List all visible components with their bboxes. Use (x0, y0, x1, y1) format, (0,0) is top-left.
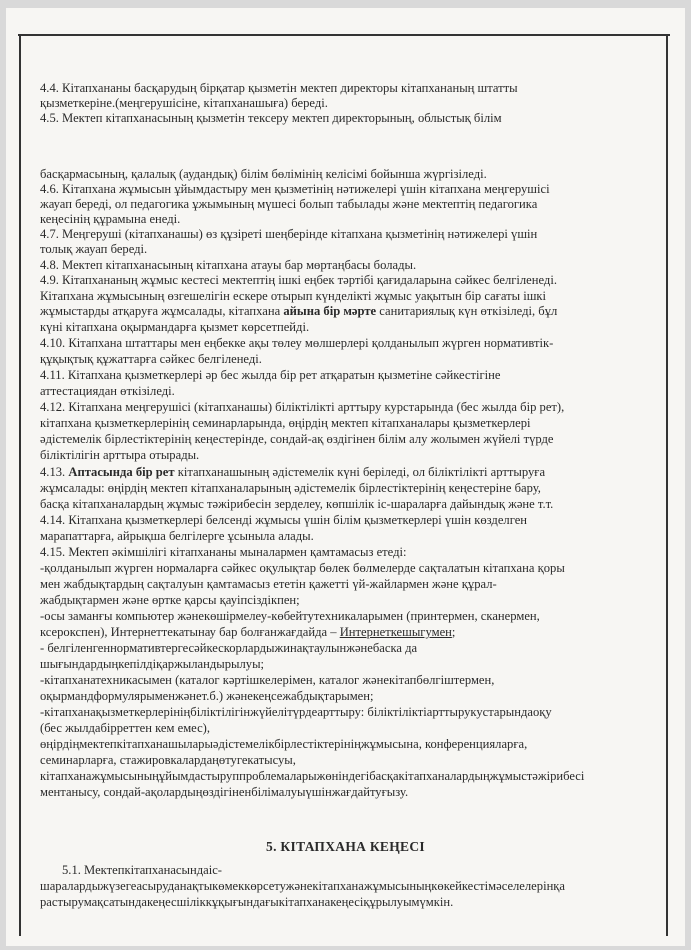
text-fragment: 4.13. (40, 465, 69, 479)
text-line: 4.12. Кітапхана меңгерушісі (кітапханашы) біліктілікті арттыру курстарында (бес жылда бір рет), (40, 400, 565, 414)
text-line: құқықтық құжаттарға сәйкес белгіленеді. (40, 352, 262, 366)
text-line-internet (40, 625, 455, 640)
text-line: 4.11. Кітапхана қызметкерлері әр бес жылда бір рет атқаратын қызметіне сәйкестігіне (40, 368, 501, 382)
text-line: растырумақсатындакеңесшіліккұқығындағыкітапханакеңесіқұрылуымүмкін. (40, 895, 454, 909)
page-frame-top (18, 34, 670, 36)
text-line: толық жауап береді. (40, 242, 148, 256)
text-line: басқармасының, қалалық (аудандық) білім бөлімінің келісімі бойынша жүргізіледі. (40, 167, 487, 181)
text-line: 4.14. Кітапхана қызметкерлері белсенді жұмысы үшін білім қызметкерлері үшін көзделген (40, 513, 528, 527)
text-line: өңірдіңмектепкітапханашыларыәдістемелікбірлестіктерініңжұмысына, конференцияларға, (40, 737, 528, 751)
text-line: 4.5. Мектеп кітапханасының қызметін тексеру мектеп директорының, облыстық білім (40, 111, 502, 125)
text-line: күні кітапхана оқырмандарға қызмет көрсетпейді. (40, 320, 310, 334)
text-line: 4.7. Меңгеруші (кітапханашы) өз құзіреті шеңберінде кітапхана қызметінің нәтижелері үшін (40, 227, 538, 241)
document-page (6, 8, 685, 946)
text-line: - белгіленгеннормативтергесәйкескорлардыжинақтаулынжәнебаска да (40, 641, 418, 655)
text-line: қызметкеріне.(меңгерушісіне, кітапханашыға) береді. (40, 96, 328, 110)
underlined-fragment: Интернеткешыгумен (339, 625, 452, 639)
text-line: 4.9. Кітапхананың жұмыс кестесі мектептің ішкі еңбек тәртібі қағидаларына сәйкес белгіленеді. (40, 273, 557, 287)
bold-fragment: Аптасында бір рет (68, 465, 175, 479)
text-line: әдістемелік бірлестіктерінің кеңестерінде, сондай-ақ өздігінен білім алу жолымен жүйелі түрде (40, 432, 554, 446)
bold-fragment: айына бір мәрте (283, 304, 377, 318)
text-line: шаралардыжүзегеасыруданақтыкөмеккөрсетужәнекітапханажұмысыныңкөкейкестімәселелерінқа (40, 879, 566, 893)
text-fragment: ксерокспен), Интернеттекатынау бар болғанжағдайда – (40, 625, 340, 639)
text-line: 4.4. Кітапхананы басқарудың бірқатар қызметін мектеп директоры кітапхананың штатты (40, 81, 518, 95)
text-line: Кітапхана жұмысының өзгешелігін ескере отырып күнделікті жұмыс уақытын бір сағаты ішкі (40, 289, 547, 303)
text-line: біліктілігін арттыра отырады. (40, 448, 200, 462)
text-line: 4.8. Мектеп кітапханасының кітапхана атауы бар мөртаңбасы болады. (40, 258, 417, 272)
text-line: мен жабдықтардың сақталуын қамтамасыз ететін қажетті үй-жайлармен және құрал- (40, 577, 497, 591)
text-line: кеңесінің құрамына енеді. (40, 212, 181, 226)
text-line: басқа кітапханалардың жұмыс тәжірибесін зерделеу, көпшілік іс-шараларға дайындық және т.т. (40, 497, 554, 511)
text-line: 4.6. Кітапхана жұмысын ұйымдастыру мен қызметінің нәтижелері үшін кітапхана меңгерушісі (40, 182, 550, 196)
text-line: марапаттарға, айрықша белгілерге ұсыныла алады. (40, 529, 314, 543)
text-line-4-9 (40, 304, 557, 319)
text-line: -кітапханатехникасымен (каталог кәртішкелерімен, каталог жәнекітапбөлгіштермен, (40, 673, 495, 687)
text-line: аттестациядан өткізіледі. (40, 384, 175, 398)
text-line: 5.1. Мектепкітапханасындаіс- (62, 863, 223, 877)
text-fragment: кітапханашының әдістемелік күні беріледі, ол біліктілікті арттыруға (174, 465, 546, 479)
text-line: 4.15. Мектеп әкімшілігі кітапхананы мыналармен қамтамасыз етеді: (40, 545, 407, 559)
text-line: семинарларға, стажировкалардаңөтугекатысуы, (40, 753, 296, 767)
text-line: шығындардыңкепілдіқаржыландырылуы; (40, 657, 265, 671)
text-line: оқырмандформулярыменжәнет.б.) жәнекеңсежабдықтарымен; (40, 689, 374, 703)
text-line-4-13 (40, 465, 545, 480)
text-fragment: санитариялық күн өткізіледі, бұл (376, 304, 558, 318)
text-line: жұмсалады: өңірдің мектеп кітапханаларының әдістемелік бірлестіктерінің кеңестеріне бару, (40, 481, 541, 495)
text-line: ментанысу, сондай-ақолардыңөздігіненбілімалуыүшінжағдайтуғызу. (40, 785, 409, 799)
section-title: 5. КІТАПХАНА КЕҢЕСІ (266, 839, 425, 854)
text-fragment: жұмыстарды атқаруға жұмсалады, кітапхана (40, 304, 284, 318)
text-line: -қолданылып жүрген нормаларға сәйкес оқулықтар бөлек бөлмелерде сақталатын кітапхана қоры (40, 561, 565, 575)
page-frame-right (666, 34, 668, 936)
text-line: -осы заманғы компьютер жәнекөшірмелеу-көбейтутехникаларымен (принтермен, сканермен, (40, 609, 540, 623)
text-line: кітапхана қызметкерлерінің семинарларында, өңірдің мектеп кітапханалары қызметкерлері (40, 416, 531, 430)
page-frame-left (19, 34, 21, 936)
text-line: кітапханажұмысыныңұйымдастыруппроблемаларыжөніндегібасқакітапханалардыңжұмыстәжірибесі (40, 769, 585, 783)
text-line: жауап береді, ол педагогика ұжымының мүшесі болып табылады және мектептің педагогика (40, 197, 538, 211)
text-line: 4.10. Кітапхана штаттары мен еңбекке ақы төлеу мөлшерлері қолданылып жүрген нормативтік- (40, 336, 554, 350)
text-line: жабдықтармен және өртке қарсы қауіпсіздікпен; (40, 593, 300, 607)
text-line: -кітапханақызметкерлерініңбіліктілігінжүйелітүрдеарттыру: біліктіліктіарттырукустарындаоқу (40, 705, 552, 719)
text-fragment: ; (451, 625, 456, 639)
text-line: (бес жылдабірреттен кем емес), (40, 721, 211, 735)
